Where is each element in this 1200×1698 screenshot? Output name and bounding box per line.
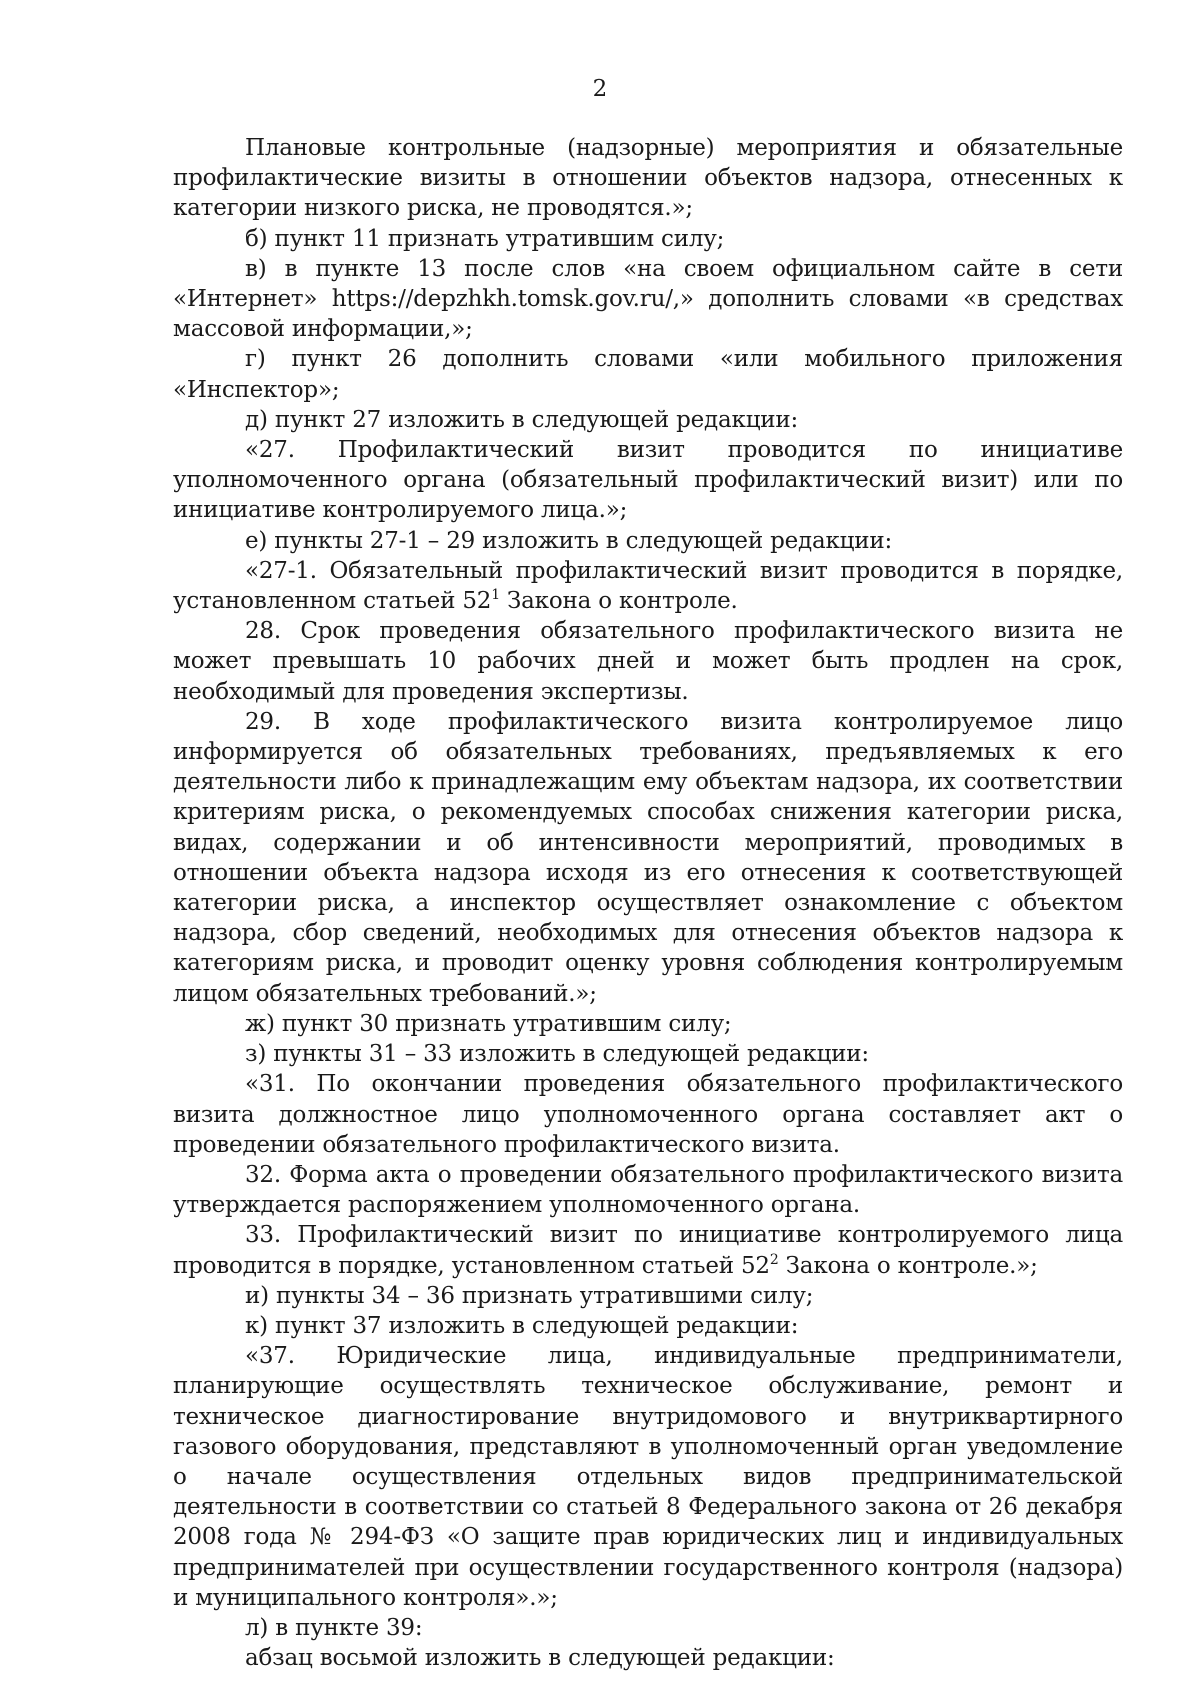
paragraph-1: Плановые контрольные (надзорные) мероприятия и обязательные профилактические визиты в отношении объектов надзора, отнесенных к категории низкого риска, не проводятся.»; <box>173 135 1123 222</box>
superscript-1: 1 <box>491 587 500 604</box>
paragraph-12: з) пункты 31 – 33 изложить в следующей редакции: <box>245 1041 869 1068</box>
paragraph-4: г) пункт 26 дополнить словами «или мобильного приложения «Инспектор»; <box>173 346 1123 403</box>
paragraph-14: 32. Форма акта о проведении обязательного профилактического визита утверждается распоряжением уполномоченного органа. <box>173 1161 1123 1219</box>
paragraph-8-text: «27-1. Обязательный профилактический визит проводится в порядке, установленном статьей 52 <box>173 557 1123 615</box>
paragraph-6: «27. Профилактический визит проводится по инициативе уполномоченного органа (обязательный профилактический визит) или по инициативе контролируемого лица.»; <box>173 437 1123 524</box>
paragraph-15-tail: Закона о контроле.»; <box>778 1252 1038 1279</box>
paragraph-2: б) пункт 11 признать утратившим силу; <box>245 225 725 252</box>
paragraph-20: абзац восьмой изложить в следующей редакции: <box>245 1645 835 1672</box>
paragraph-5: д) пункт 27 изложить в следующей редакции: <box>245 406 799 433</box>
paragraph-8 <box>173 556 1123 616</box>
paragraph-11: ж) пункт 30 признать утратившим силу; <box>245 1010 732 1037</box>
paragraph-8-tail: Закона о контроле. <box>499 588 738 615</box>
paragraph-10: 29. В ходе профилактического визита контролируемое лицо информируется об обязательных требованиях, предъявляемых к его деятельности либо к принадлежащим ему объектам надзора, их соответствии критериям риска, о рекомендуемых способах снижения категории риска, видах, содержании и об интенсивности мероприятий, проводимых в отношении объекта надзора исходя из его отнесения к соответствующей категории риска, а инспектор осуществляет ознакомление с объектом надзора, сбор сведений, необходимых для отнесения объектов надзора к категориям риска, и проводит оценку уровня соблюдения контролируемым лицом обязательных требований.»; <box>173 708 1123 1007</box>
paragraph-3: в) в пункте 13 после слов «на своем официальном сайте в сети «Интернет» https://depzhkh.tomsk.gov.ru/,» дополнить словами «в средствах массовой информации,»; <box>173 255 1123 343</box>
paragraph-18: «37. Юридические лица, индивидуальные предприниматели, планирующие осуществлять техническое обслуживание, ремонт и техническое диагностирование внутридомового и внутриквартирного газового оборудования, представляют в уполномоченный орган уведомление о начале осуществления отдельных видов предпринимательской деятельности в соответствии со статьей 8 Федерального закона от 26 декабря 2008 года № 294-ФЗ «О защите прав юридических лиц и индивидуальных предпринимателей при осуществлении государственного контроля (надзора) и муниципального контроля».»; <box>173 1343 1123 1611</box>
paragraph-16: и) пункты 34 – 36 признать утратившими силу; <box>245 1282 814 1309</box>
paragraph-13: «31. По окончании проведения обязательного профилактического визита должностное лицо уполномоченного органа составляет акт о проведении обязательного профилактического визита. <box>173 1071 1123 1158</box>
paragraph-19: л) в пункте 39: <box>245 1614 423 1641</box>
paragraph-15-text: 33. Профилактический визит по инициативе контролируемого лица проводится в порядке, установленном статьей 52 <box>173 1222 1123 1279</box>
page-number: 2 <box>592 76 608 102</box>
paragraph-9: 28. Срок проведения обязательного профилактического визита не может превышать 10 рабочих дней и может быть продлен на срок, необходимый для проведения экспертизы. <box>173 618 1123 705</box>
paragraph-7: е) пункты 27-1 – 29 изложить в следующей редакции: <box>245 527 893 554</box>
document-body <box>173 133 1123 1673</box>
superscript-2: 2 <box>769 1251 779 1268</box>
paragraph-15 <box>173 1220 1123 1280</box>
paragraph-17: к) пункт 37 изложить в следующей редакции: <box>245 1312 799 1339</box>
